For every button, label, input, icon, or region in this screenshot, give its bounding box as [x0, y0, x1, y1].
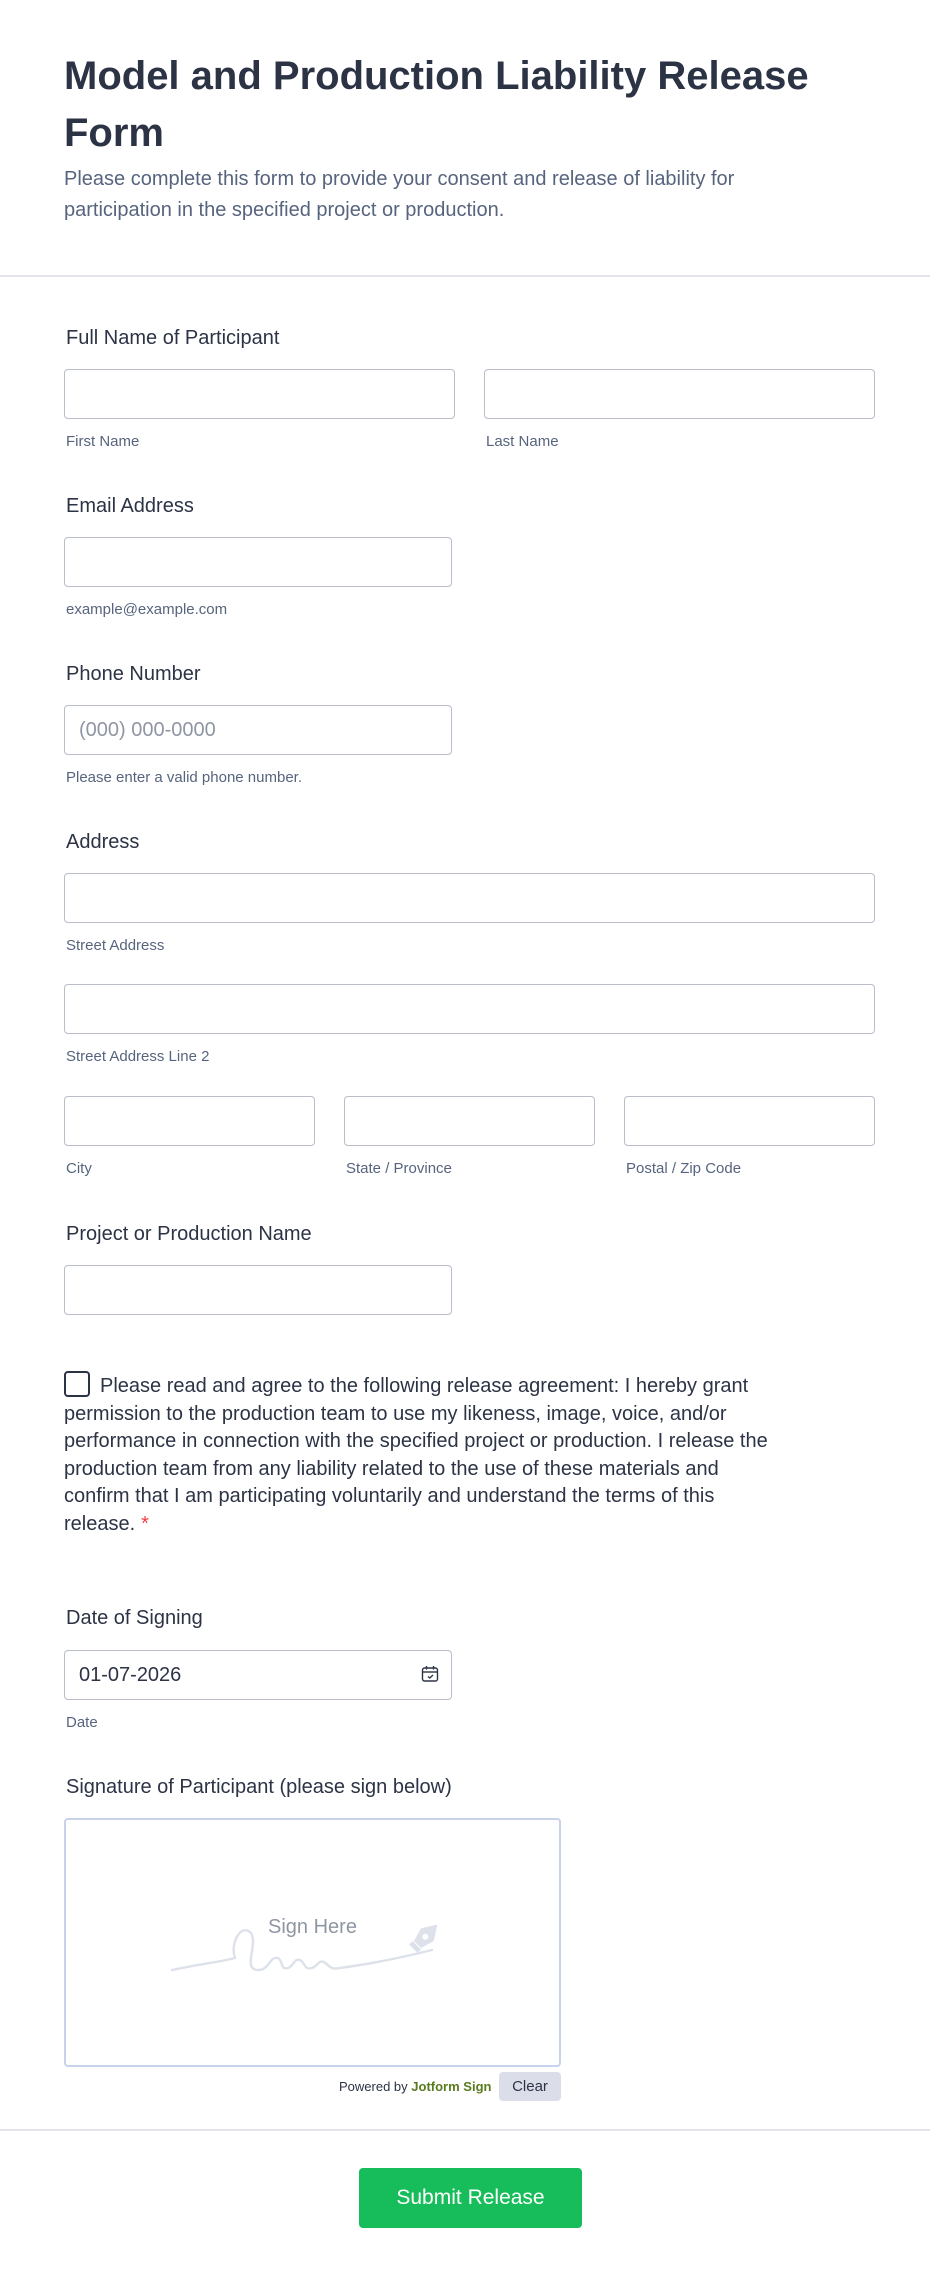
state-input[interactable]	[344, 1096, 595, 1146]
powered-prefix: Powered by	[339, 2079, 408, 2094]
project-name-input[interactable]	[64, 1265, 452, 1315]
powered-by	[339, 2079, 491, 2094]
phone-sublabel: Please enter a valid phone number.	[66, 769, 302, 786]
page-title: Model and Production Liability Release Form	[64, 54, 809, 155]
pen-nib-icon	[406, 1916, 446, 1956]
date-value: 01-07-2026	[79, 1663, 182, 1686]
street-address-line2-input[interactable]	[64, 984, 875, 1034]
phone-input[interactable]	[64, 705, 452, 755]
consent-checkbox[interactable]	[64, 1371, 90, 1397]
required-mark: *	[141, 1512, 149, 1535]
calendar-icon[interactable]	[421, 1665, 439, 1683]
signature-label: Signature of Participant (please sign below)	[66, 1776, 452, 1798]
phone-placeholder: (000) 000-0000	[79, 718, 216, 741]
postal-code-input[interactable]	[624, 1096, 875, 1146]
date-input[interactable]	[64, 1650, 452, 1700]
state-sublabel: State / Province	[346, 1160, 452, 1177]
divider	[0, 2129, 930, 2131]
consent-text: Please read and agree to the following release agreement: I hereby grant permission to the production team to use my likeness, image, voice, and/or performance in connection with the specified project or production. I release the production team from any liability related to the use of these materials and confirm that I am participating voluntarily and understand the terms of this release.	[64, 1375, 768, 1535]
submit-button[interactable]: Submit Release	[359, 2168, 582, 2228]
page-subtitle: Please complete this form to provide your consent and release of liability for participation in the specified project or production.	[64, 168, 735, 221]
form-header	[0, 0, 930, 277]
city-input[interactable]	[64, 1096, 315, 1146]
date-label: Date of Signing	[66, 1607, 203, 1629]
clear-signature-button[interactable]: Clear	[499, 2072, 561, 2101]
project-label: Project or Production Name	[66, 1223, 312, 1245]
full-name-label: Full Name of Participant	[66, 327, 280, 349]
jotform-sign-brand[interactable]: Jotform Sign	[411, 2079, 492, 2094]
email-input[interactable]	[64, 537, 452, 587]
date-sublabel: Date	[66, 1714, 98, 1731]
first-name-sublabel: First Name	[66, 433, 140, 450]
last-name-sublabel: Last Name	[486, 433, 559, 450]
city-sublabel: City	[66, 1160, 92, 1177]
signature-pad[interactable]	[64, 1818, 561, 2067]
consent-block	[64, 1371, 784, 1538]
street-address-input[interactable]	[64, 873, 875, 923]
sign-here-prompt: Sign Here	[268, 1916, 357, 1938]
postal-code-sublabel: Postal / Zip Code	[626, 1160, 742, 1177]
email-label: Email Address	[66, 495, 194, 517]
street-address-line2-sublabel: Street Address Line 2	[66, 1048, 210, 1065]
email-sublabel: example@example.com	[66, 601, 228, 618]
phone-label: Phone Number	[66, 663, 201, 685]
first-name-input[interactable]	[64, 369, 455, 419]
address-label: Address	[66, 831, 140, 853]
last-name-input[interactable]	[484, 369, 875, 419]
street-address-sublabel: Street Address	[66, 937, 165, 954]
